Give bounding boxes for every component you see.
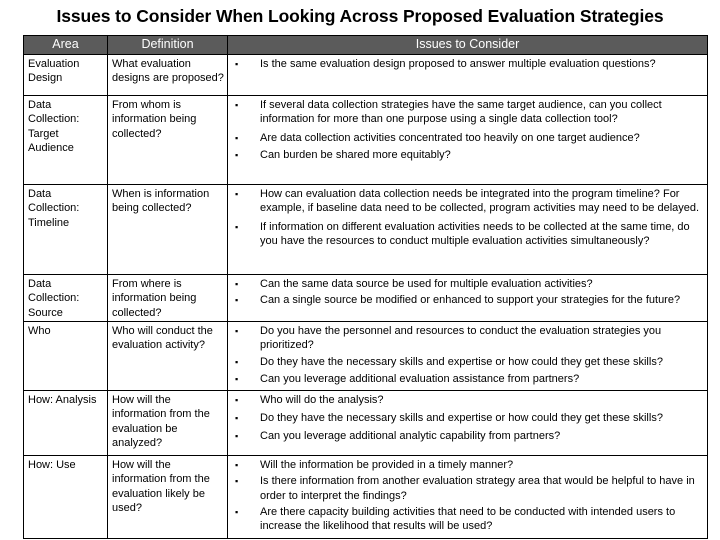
issues-table (23, 35, 708, 539)
list-item: ▪ Who will do the analysis? (235, 394, 384, 406)
header-issues: Issues to Consider (228, 36, 708, 55)
list-item: ▪ Can burden be shared more equitably? (235, 148, 451, 161)
list-item: ▪ Are there capacity building activities that need to be conducted with intended users to increase the likelihood that results will be used? (235, 505, 676, 533)
bullet-icon: ▪ (235, 430, 239, 441)
area-cell: Who (24, 322, 108, 391)
header-definition: Definition (108, 36, 228, 55)
issues-cell (228, 185, 708, 275)
area-cell: Evaluation Design (24, 55, 108, 96)
header-area: Area (24, 36, 108, 55)
bullet-icon: ▪ (235, 413, 239, 424)
table-row (24, 456, 708, 539)
area-cell: Data Collection: Source (24, 275, 108, 322)
list-item: ▪ Do they have the necessary skills and expertise or how could they get these skills? (235, 412, 663, 425)
definition-cell: How will the information from the evaluation likely be used? (108, 456, 228, 539)
issues-cell (228, 55, 708, 96)
list-item: ▪ Can you leverage additional evaluation assistance from partners? (235, 372, 580, 385)
bullet-icon: ▪ (235, 373, 239, 384)
list-item: ▪ Can the same data source be used for multiple evaluation activities? (235, 278, 593, 290)
issues-cell (228, 96, 708, 185)
bullet-icon: ▪ (235, 356, 239, 367)
table-row (24, 391, 708, 456)
issues-cell (228, 456, 708, 539)
table-row (24, 96, 708, 185)
bullet-icon: ▪ (235, 506, 239, 517)
list-item: ▪ Will the information be provided in a timely manner? (235, 459, 514, 471)
bullet-icon: ▪ (235, 59, 239, 69)
bullet-icon: ▪ (235, 395, 239, 405)
area-cell: Data Collection: Target Audience (24, 96, 108, 185)
list-item: ▪ Can a single source be modified or enhanced to support your strategies for the future? (235, 294, 681, 307)
bullet-icon: ▪ (235, 326, 239, 336)
area-cell: How: Analysis (24, 391, 108, 456)
bullet-icon: ▪ (235, 279, 239, 289)
table-row (24, 55, 708, 96)
table-row (24, 322, 708, 391)
bullet-icon: ▪ (235, 221, 239, 232)
list-item: ▪ If information on different evaluation activities needs to be collected at the same time, do you have the resources to conduct multiple evaluation activities simultaneously? (235, 220, 690, 247)
bullet-icon: ▪ (235, 132, 239, 143)
list-item: ▪ Is there information from another evaluation strategy area that would be helpful to have in order to interpret the findings? (235, 475, 695, 502)
table-header-row (24, 36, 708, 55)
bullet-icon: ▪ (235, 100, 239, 110)
list-item: ▪ Are data collection activities concentrated too heavily on one target audience? (235, 131, 640, 144)
list-item: ▪ Can you leverage additional analytic capability from partners? (235, 429, 561, 442)
issues-cell (228, 391, 708, 456)
list-item: ▪ Do you have the personnel and resources to conduct the evaluation strategies you prioritized? (235, 325, 662, 352)
bullet-icon: ▪ (235, 295, 239, 306)
definition-cell: From where is information being collected? (108, 275, 228, 322)
list-item: ▪ Is the same evaluation design proposed to answer multiple evaluation questions? (235, 58, 656, 70)
definition-cell: Who will conduct the evaluation activity? (108, 322, 228, 391)
definition-cell: What evaluation designs are proposed? (108, 55, 228, 96)
page-title: Issues to Consider When Looking Across Proposed Evaluation Strategies (56, 6, 664, 26)
bullet-icon: ▪ (235, 476, 239, 487)
definition-cell: How will the information from the evaluation be analyzed? (108, 391, 228, 456)
definition-cell: When is information being collected? (108, 185, 228, 275)
list-item: ▪ Do they have the necessary skills and expertise or how could they get these skills? (235, 355, 663, 368)
area-cell: Data Collection: Timeline (24, 185, 108, 275)
issues-cell (228, 275, 708, 322)
table-row (24, 275, 708, 322)
list-item: ▪ How can evaluation data collection needs be integrated into the program timeline? For example, if baseline data need to be collected, program activities may need to be delayed. (235, 188, 700, 215)
bullet-icon: ▪ (235, 189, 239, 199)
area-cell: How: Use (24, 456, 108, 539)
definition-cell: From whom is information being collected? (108, 96, 228, 185)
issues-cell (228, 322, 708, 391)
bullet-icon: ▪ (235, 460, 239, 470)
bullet-icon: ▪ (235, 149, 239, 160)
list-item: ▪ If several data collection strategies have the same target audience, can you collect information for more than one purpose using a single data collection tool? (235, 99, 662, 126)
table-row (24, 185, 708, 275)
